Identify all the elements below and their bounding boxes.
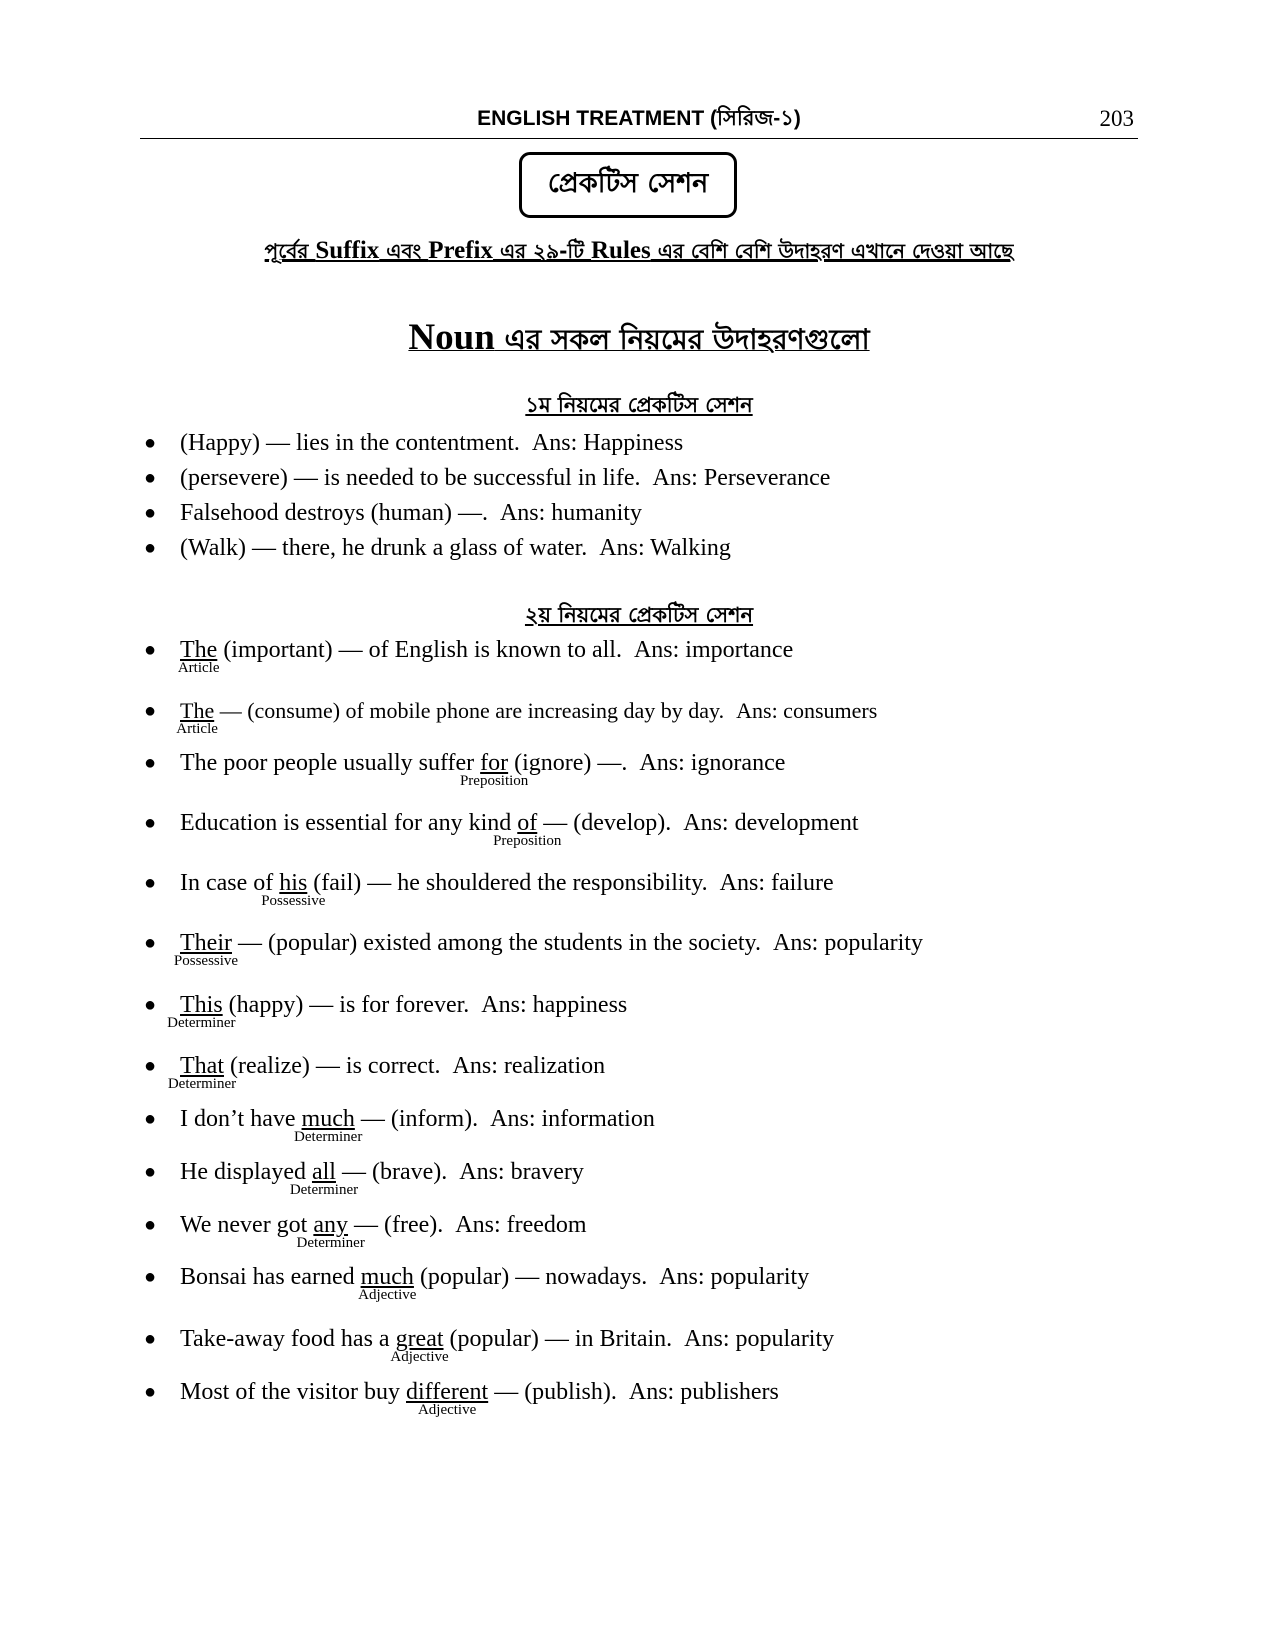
answer-text: Ans: information <box>490 1106 655 1132</box>
question-before: We never got <box>180 1212 314 1238</box>
bullet-icon: ● <box>144 812 157 834</box>
bullet-icon: ● <box>144 994 157 1016</box>
word-tag: Article <box>176 721 218 737</box>
underlined-word: for Preposition <box>459 750 529 789</box>
question-after: — (free). <box>348 1212 444 1238</box>
answer-text: Ans: Perseverance <box>652 465 831 491</box>
answer-text: Ans: freedom <box>455 1212 587 1238</box>
word-tag: Determiner <box>296 1235 365 1251</box>
answer-text: Ans: Happiness <box>531 430 684 456</box>
list-item <box>140 463 1140 493</box>
section2-heading: ২য় নিয়মের প্রেকটিস সেশন <box>524 603 754 627</box>
underlined-word: The Article <box>177 637 220 676</box>
list-item <box>140 1157 1140 1198</box>
subtitle-part4: এর বেশি বেশি উদাহরণ এখানে দেওয়া আছে <box>650 239 1014 263</box>
underlined-word: different Adjective <box>406 1379 489 1418</box>
list-item <box>140 428 1140 458</box>
subtitle-part2: এবং <box>379 239 429 263</box>
list-item <box>140 1051 1140 1092</box>
question-after: (happy) — is for forever. <box>222 992 470 1018</box>
question-after: — (inform). <box>354 1106 479 1132</box>
underlined-word: of Preposition <box>493 810 562 849</box>
answer-text: Ans: consumers <box>736 698 878 723</box>
bullet-icon: ● <box>144 1381 157 1403</box>
bullet-icon: ● <box>144 872 157 894</box>
bullet-icon: ● <box>144 1266 157 1288</box>
word-tag: Preposition <box>493 833 562 849</box>
subtitle-suffix: Suffix <box>315 237 380 264</box>
answer-text: Ans: importance <box>633 637 794 663</box>
list-item <box>140 1324 1140 1365</box>
bullet-icon: ● <box>144 432 157 454</box>
question-before: Most of the visitor buy <box>180 1379 406 1405</box>
header-title: ENGLISH TREATMENT (সিরিজ-১) <box>477 107 801 130</box>
question-after: — (popular) existed among the students in the society. <box>231 930 761 956</box>
underlined-word: his Possessive <box>261 870 326 909</box>
word-tag: Article <box>177 660 220 676</box>
question-after: (ignore) —. <box>508 750 628 776</box>
main-heading-rest: এর সকল নিয়মের উদাহরণগুলো <box>494 323 870 356</box>
list-item <box>140 1262 1140 1303</box>
underlined-word: great Adjective <box>390 1326 449 1365</box>
bullet-icon: ● <box>144 752 157 774</box>
bullet-icon: ● <box>144 1328 157 1350</box>
answer-text: Ans: ignorance <box>639 750 786 776</box>
underlined-word: much Determiner <box>294 1106 363 1145</box>
answer-text: Ans: popularity <box>684 1326 835 1352</box>
question-after: (realize) — is correct. <box>223 1053 441 1079</box>
answer-text: Ans: realization <box>452 1053 606 1079</box>
question-before: Education is essential for any kind <box>180 810 518 836</box>
bullet-icon: ● <box>144 1161 157 1183</box>
bullet-icon: ● <box>144 537 157 559</box>
subtitle-prefix: Prefix <box>428 237 493 264</box>
question-text: (persevere) — is needed to be successful in life. <box>180 465 641 491</box>
list-item <box>140 868 1140 909</box>
question-after: (important) — of English is known to all. <box>217 637 622 663</box>
subtitle-rules: Rules <box>591 237 651 264</box>
answer-text: Ans: happiness <box>481 992 628 1018</box>
question-before: The poor people usually suffer <box>180 750 481 776</box>
bullet-icon: ● <box>144 1055 157 1077</box>
answer-text: Ans: bravery <box>459 1159 584 1185</box>
list-item <box>140 1210 1140 1251</box>
list-item <box>140 1104 1140 1145</box>
subtitle-part1: পূর্বের <box>264 239 316 263</box>
word-tag: Possessive <box>173 953 239 969</box>
boxed-title: প্রেকটিস সেশন <box>519 152 737 218</box>
list-item <box>140 498 1140 528</box>
main-heading-noun: Noun <box>408 317 495 358</box>
subtitle-part3: এর ২৯-টি <box>492 239 591 263</box>
question-after: (popular) — nowadays. <box>413 1264 648 1290</box>
bullet-icon: ● <box>144 502 157 524</box>
subtitle <box>140 234 1138 268</box>
underlined-word: The Article <box>176 698 218 737</box>
question-before: Take-away food has a <box>180 1326 396 1352</box>
word-tag: Determiner <box>289 1182 359 1198</box>
list-item <box>140 748 1140 789</box>
list-item <box>140 990 1140 1031</box>
bullet-icon: ● <box>144 1214 157 1236</box>
word-tag: Determiner <box>167 1076 237 1092</box>
question-text: (Walk) — there, he drunk a glass of water. <box>180 535 588 561</box>
question-after: — (publish). <box>488 1379 617 1405</box>
underlined-word: any Determiner <box>296 1212 365 1251</box>
question-after: — (consume) of mobile phone are increasing day by day. <box>214 698 725 723</box>
question-before: Bonsai has earned <box>180 1264 361 1290</box>
bullet-icon: ● <box>144 467 157 489</box>
word-tag: Determiner <box>294 1129 363 1145</box>
list-item <box>140 1377 1140 1418</box>
list-item <box>140 928 1140 969</box>
underlined-word: That Determiner <box>167 1053 237 1092</box>
question-before: He displayed <box>180 1159 312 1185</box>
main-heading <box>140 316 1138 367</box>
word-tag: Determiner <box>167 1015 236 1031</box>
list-item <box>140 635 1140 676</box>
answer-text: Ans: popularity <box>772 930 923 956</box>
word-tag: Adjective <box>417 1402 477 1418</box>
question-after: — (develop). <box>537 810 672 836</box>
underlined-word: This Determiner <box>167 992 236 1031</box>
question-text: (Happy) — lies in the contentment. <box>180 430 520 456</box>
answer-text: Ans: Walking <box>599 535 731 561</box>
answer-text: Ans: failure <box>719 870 834 896</box>
bullet-icon: ● <box>144 932 157 954</box>
page-number: 203 <box>1099 106 1134 131</box>
bullet-icon: ● <box>144 1108 157 1130</box>
underlined-word: much Adjective <box>358 1264 417 1303</box>
answer-text: Ans: humanity <box>499 500 642 526</box>
question-after: (popular) — in Britain. <box>443 1326 673 1352</box>
answer-text: Ans: publishers <box>628 1379 779 1405</box>
bullet-icon: ● <box>144 700 157 722</box>
question-text: Falsehood destroys (human) —. <box>180 500 488 526</box>
bullet-icon: ● <box>144 639 157 661</box>
answer-text: Ans: development <box>683 810 859 836</box>
question-before: I don’t have <box>180 1106 302 1132</box>
section1-heading: ১ম নিয়মের প্রেকটিস সেশন <box>525 393 753 417</box>
question-after: (fail) — he shouldered the responsibility. <box>307 870 708 896</box>
list-item <box>140 808 1140 849</box>
word-tag: Adjective <box>358 1287 417 1303</box>
word-tag: Preposition <box>459 773 529 789</box>
word-tag: Adjective <box>390 1349 449 1365</box>
list-item <box>140 696 1140 737</box>
list-item <box>140 533 1140 563</box>
underlined-word: Their Possessive <box>173 930 239 969</box>
answer-text: Ans: popularity <box>659 1264 810 1290</box>
underlined-word: all Determiner <box>289 1159 359 1198</box>
question-after: — (brave). <box>335 1159 448 1185</box>
word-tag: Possessive <box>261 893 326 909</box>
page-header <box>140 104 1138 139</box>
question-before: In case of <box>180 870 280 896</box>
